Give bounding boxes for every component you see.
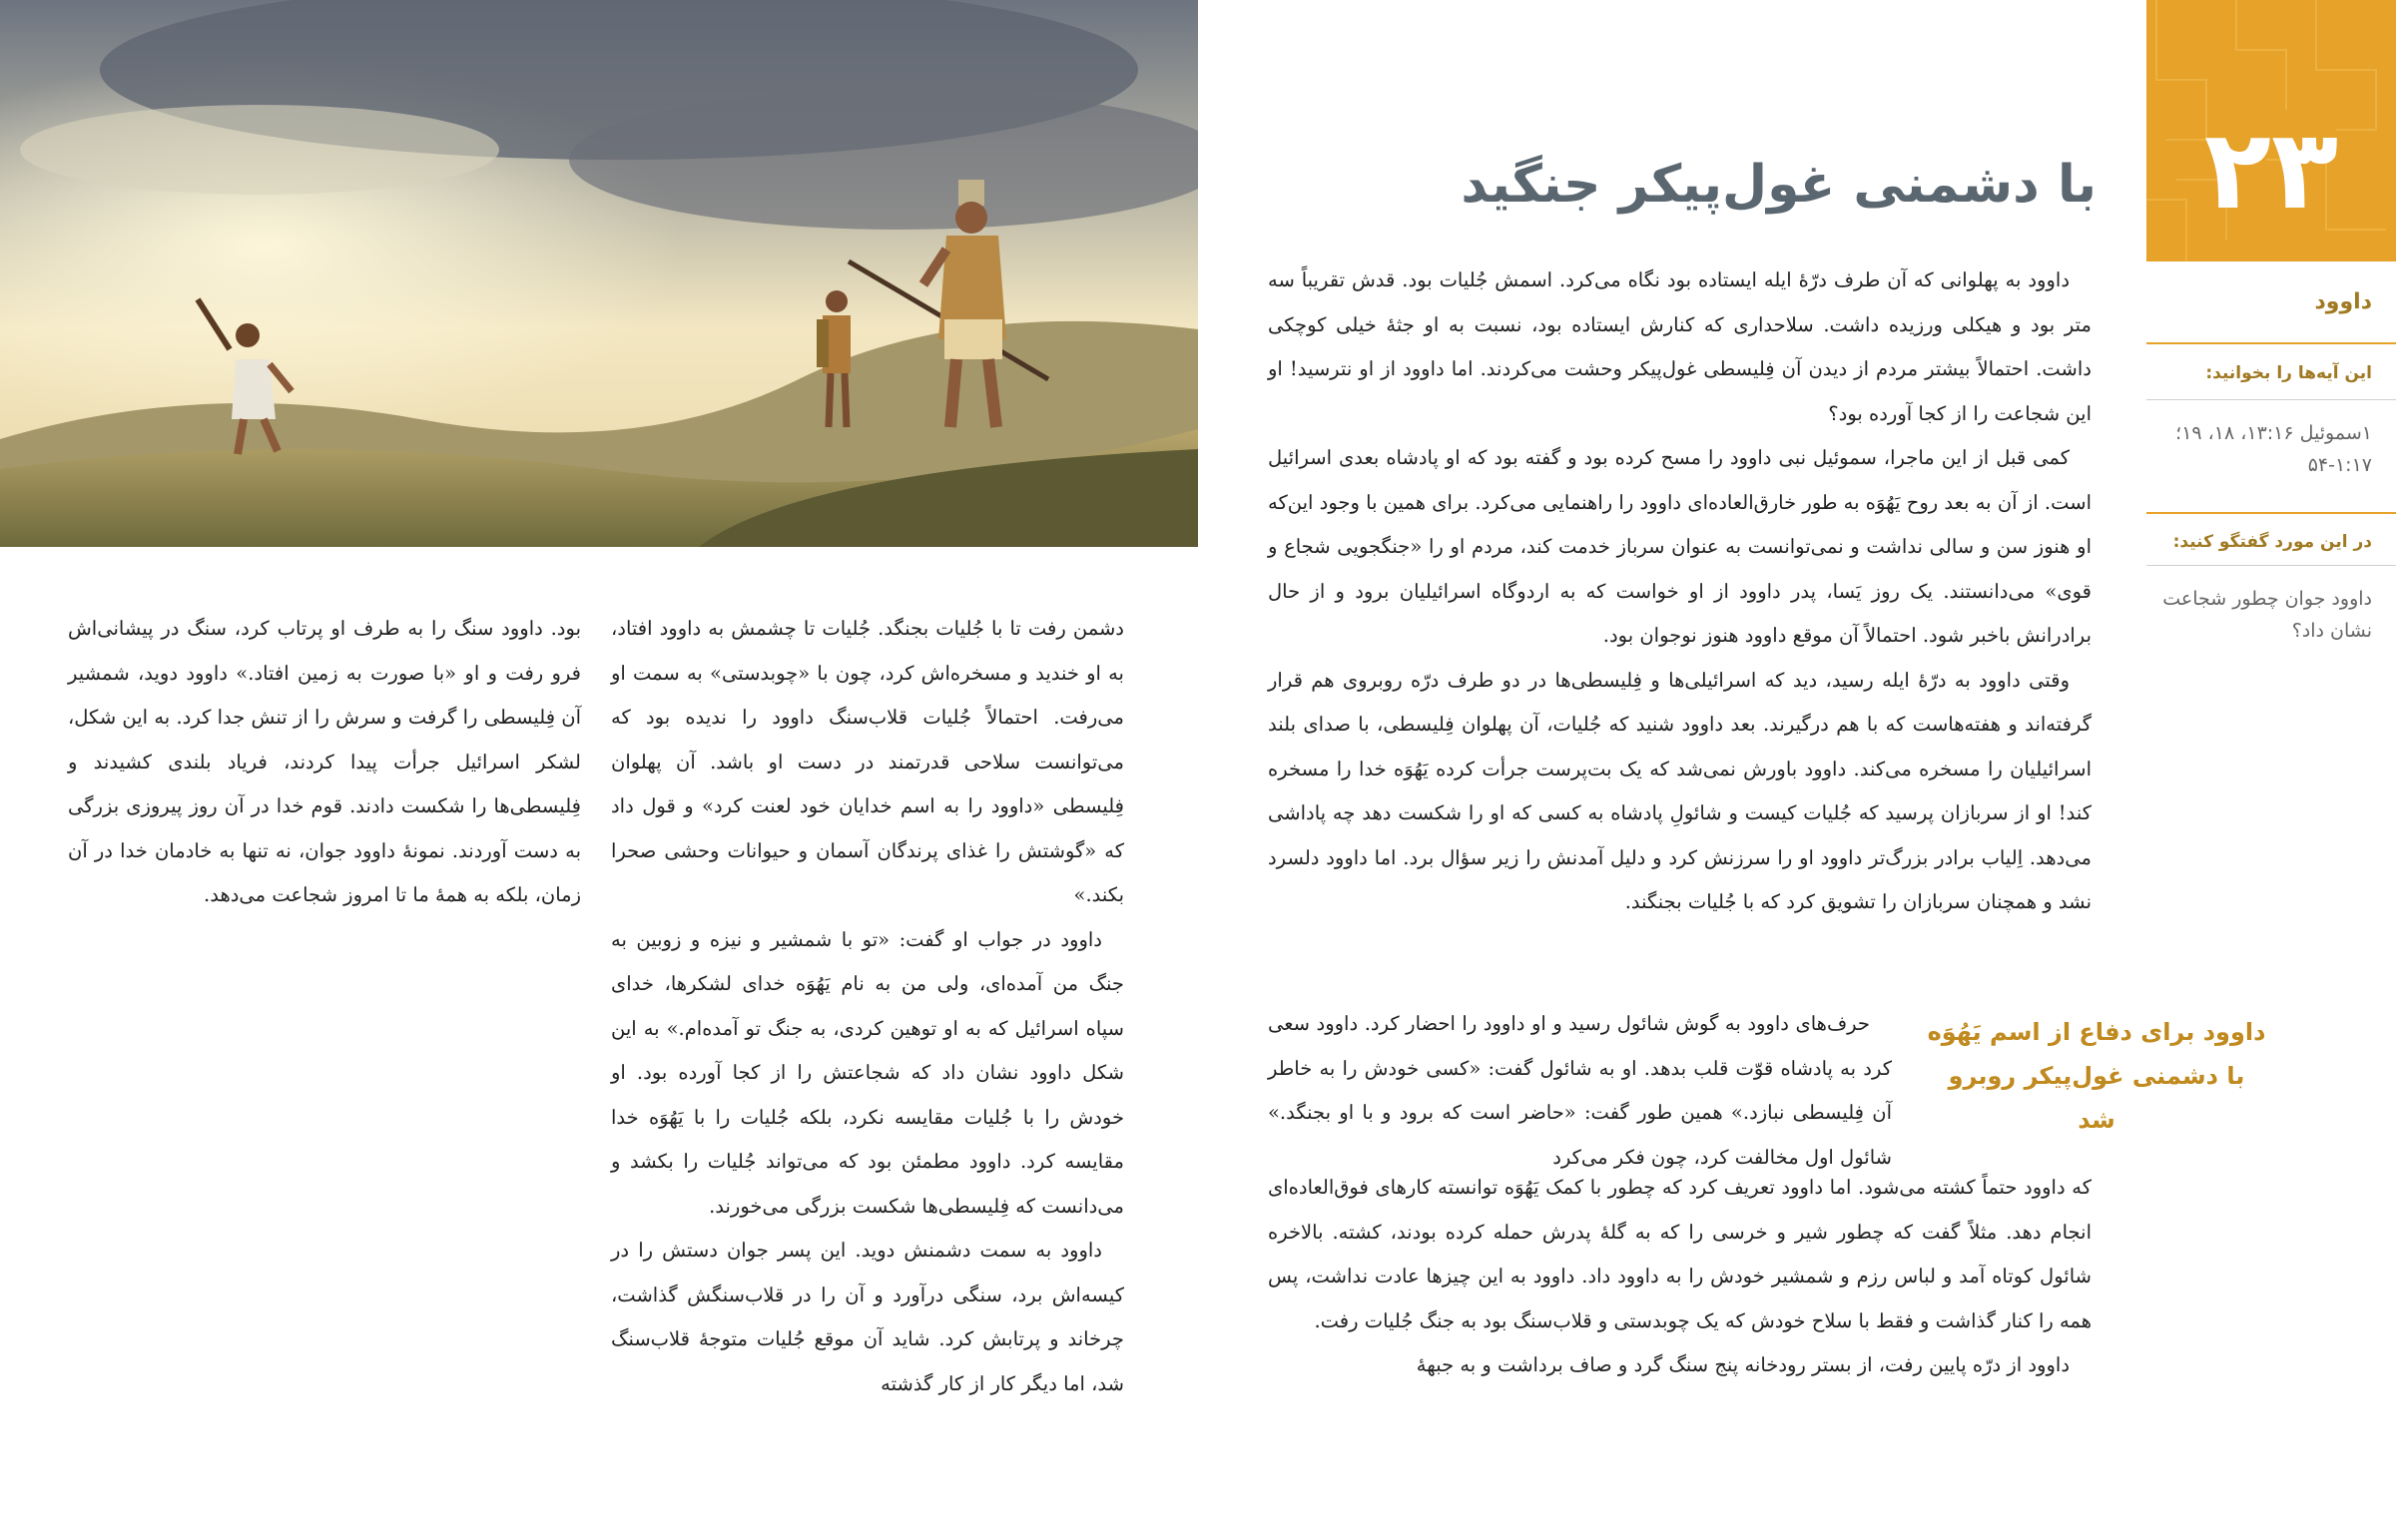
paragraph: دشمن رفت تا با جُلیات بجنگد. جُلیات تا چشمش به داوود افتاد، به او خندید و مسخره‌اش کرد، چون با «چوبدستی» به سمت او می‌رفت. احتمالاً جُلیات قلاب‌سنگ داوود را ندیده بود که می‌توانست سلاحی قدرتمند در دست او باشد. آن پهلوان فِلیسطی «داوود را به اسم خدایان خود لعنت کرد» و قول داد که «گوشتش را غذای پرندگان آسمان و حیوانات وحشی صحرا بکند.» [611, 617, 1124, 906]
sidebar-talk-question: داوود جوان چطور شجاعت نشان داد؟ [2162, 588, 2372, 642]
paragraph: حرف‌های داوود به گوش شائول رسید و او داوود را احضار کرد. داوود سعی کرد به پادشاه قوّت قلب بدهد. او به شائول گفت: «کسی خودش را به خاطر آن فِلیسطی نبازد.» همین طور گفت: «حاضر است که برود و با او بجنگد.» شائول اول مخالفت کرد، چون فکر می‌کرد [1268, 1012, 1892, 1169]
sidebar-divider [2146, 399, 2396, 400]
sidebar-divider [2146, 565, 2396, 566]
body-column-right-wrapped [1268, 1002, 1892, 1180]
chapter-title: با دشمنی غول‌پیکر جنگید [1461, 155, 2096, 215]
body-column-right-bottom [1268, 1166, 2092, 1388]
body-column-middle [611, 607, 1124, 1406]
paragraph: داوود به سمت دشمنش دوید. این پسر جوان دستش را در کیسه‌اش برد، سنگی درآورد و آن را در قلاب‌سنگش گذاشت، چرخاند و پرتابش کرد. شاید آن موقع جُلیات متوجهٔ قلاب‌سنگ شد، اما دیگر کار از کار گذشته [611, 1239, 1124, 1395]
sidebar-read-label: این آیه‌ها را بخوانید: [2205, 363, 2372, 383]
sidebar-divider [2146, 512, 2396, 514]
body-column-right [1268, 258, 2092, 925]
paragraph: داوود از درّه پایین رفت، از بستر رودخانه پنج سنگ گرد و صاف برداشت و به جبههٔ [1416, 1353, 2070, 1376]
sidebar-character-name: داوود [2314, 289, 2372, 314]
illustration-david-goliath [0, 0, 1198, 547]
sidebar-talk-label: در این مورد گفتگو کنید: [2172, 532, 2372, 552]
paragraph: بود. داوود سنگ را به طرف او پرتاب کرد، سنگ در پیشانی‌اش فرو رفت و او «با صورت به زمین افتاد.» داوود دوید، شمشیر آن فِلیسطی را گرفت و سرش را از تنش جدا کرد. به این شکل، لشکر اسرائیل جرأت پیدا کردند، فریاد بلندی کشیدند و فِلیسطی‌ها را شکست دادند. قوم خدا در آن روز پیروزی بزرگی به دست آوردند. نمونهٔ داوود جوان، نه تنها به خادمان خدا در آن زمان، بلکه به همهٔ ما تا امروز شجاعت می‌دهد. [68, 617, 581, 906]
paragraph: که داوود حتماً کشته می‌شود. اما داوود تعریف کرد که چطور با کمک یَهُوَه توانسته کارهای فوق‌العاده‌ای انجام دهد. مثلاً گفت که چطور شیر و خرسی را که به گلهٔ پدرش حمله کرده بودند، کشته. بالاخره شائول کوتاه آمد و لباس رزم و شمشیر خودش را به داوود داد. داوود به این چیزها عادت نداشت، پس همه را کنار گذاشت و فقط با سلاح خودش که یک چوبدستی و قلاب‌سنگ بود به جنگ جُلیات رفت. [1268, 1176, 2092, 1332]
paragraph: داوود در جواب او گفت: «تو با شمشیر و نیزه و زوبین به جنگ من آمده‌ای، ولی من به نام یَهُوَه خدای لشکرها، خدای سپاه اسرائیل که به او توهین کردی، به جنگ تو آمده‌ام.» به این شکل داوود نشان داد که شجاعتش را از کجا آورده بود. او خودش را با جُلیات مقایسه نکرد، بلکه جُلیات را با یَهُوَه خدا مقایسه کرد. داوود مطمئن بود که می‌تواند جُلیات را بکشد و می‌دانست که فِلیسطی‌ها شکست بزرگی می‌خورند. [611, 927, 1124, 1218]
body-column-left [68, 607, 581, 918]
sidebar-divider [2146, 342, 2396, 344]
sidebar-read-references: ۱سموئیل ۱۳:۱۶، ۱۸، ۱۹؛ ۱:۱۷-۵۴ [2175, 422, 2372, 476]
paragraph: کمی قبل از این ماجرا، سموئیل نبی داوود را مسح کرده بود و گفته بود که او پادشاه بعدی اسرائیل است. از آن به بعد روح یَهُوَه به طور خارق‌العاده‌ای داوود را راهنمایی می‌کرد. برای همین با وجود این‌که او هنوز سن و سالی نداشت و نمی‌توانست به عنوان سرباز خدمت کند، مردم او را «جنگجویی شجاع و قوی» می‌دانستند. یک روز یَسا، پدر داوود از او خواست که به اردوگاه اسرائیلیان برود و از حال برادرانش باخبر شود. احتمالاً آن موقع داوود هنوز نوجوان بود. [1268, 446, 2092, 647]
pull-quote: داوود برای دفاع از اسم یَهُوَه با دشمنی غول‌پیکر روبرو شد [1927, 1018, 2266, 1134]
paragraph: وقتی داوود به درّهٔ ایله رسید، دید که اسرائیلی‌ها و فِلیسطی‌ها در دو طرف درّه روبروی هم قرار گرفته‌اند و هفته‌هاست که با هم درگیرند. بعد داوود شنید که جُلیات، آن پهلوان فِلیسطی، با صدای بلند اسرائیلیان را مسخره می‌کند. داوود باورش نمی‌شد که یک بت‌پرست جرأت کرده یَهُوَه خدا را مسخره کند! او از سربازان پرسید که جُلیات کیست و شائولِ پادشاه به کسی که او را شکست دهد چه پاداشی می‌دهد. اِلیاب برادر بزرگ‌تر داوود او را سرزنش کرد و دلیل آمدنش را زیر سؤال برد. اما داوود دلسرد نشد و همچنان سربازان را تشویق کرد که با جُلیات بجنگند. [1268, 668, 2092, 913]
chapter-number: ۲۳ [2203, 106, 2339, 234]
paragraph: داوود به پهلوانی که آن طرف درّهٔ ایله ایستاده بود نگاه می‌کرد. اسمش جُلیات بود. قدش تقریباً سه متر بود و هیکلی ورزیده داشت. سلاحداری که کنارش ایستاده بود، نسبت به او جثهٔ خیلی کوچکی داشت. احتمالاً بیشتر مردم از دیدن آن فِلیسطی غول‌پیکر وحشت می‌کردند. اما داوود از او نترسید! او این شجاعت را از کجا آورده بود؟ [1268, 268, 2092, 425]
